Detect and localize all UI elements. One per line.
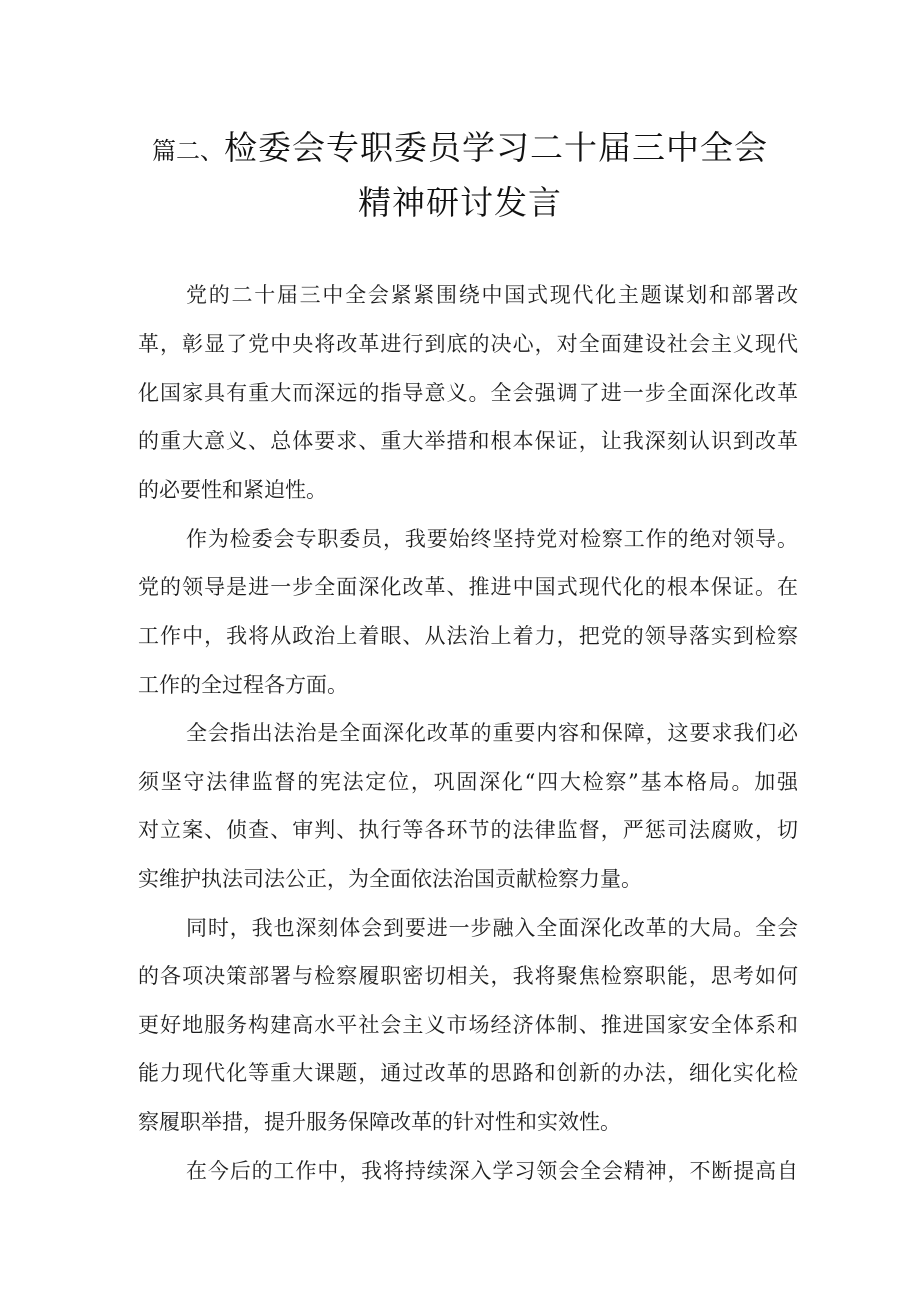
paragraph-line: 党的二十届三中全会紧紧围绕中国式现代化主题谋划和部署改 [186, 283, 798, 307]
paragraph-line: 对立案、侦查、审判、执行等各环节的法律监督，严惩司法腐败，切 [138, 818, 798, 842]
paragraph-line: 的各项决策部署与检察履职密切相关，我将聚焦检察职能，思考如何 [138, 964, 798, 988]
paragraph-line: 在今后的工作中，我将持续深入学习领会全会精神，不断提高自 [186, 1159, 798, 1183]
paragraph-line: 察履职举措，提升服务保障改革的针对性和实效性。 [138, 1110, 621, 1134]
paragraph-line: 须坚守法律监督的宪法定位，巩固深化“四大检察”基本格局。加强 [138, 770, 798, 794]
paragraph-line: 实维护执法司法公正，为全面依法治国贡献检察力量。 [138, 867, 642, 891]
paragraph-line: 工作中，我将从政治上着眼、从法治上着力，把党的领导落实到检察 [138, 624, 798, 648]
paragraph-line: 的必要性和紧迫性。 [138, 478, 327, 502]
paragraph-line: 党的领导是进一步全面深化改革、推进中国式现代化的根本保证。在 [138, 575, 798, 599]
paragraph-line: 作为检委会专职委员，我要始终坚持党对检察工作的绝对领导。 [186, 527, 798, 551]
paragraph-line: 化国家具有重大而深远的指导意义。全会强调了进一步全面深化改革 [138, 381, 798, 405]
paragraph-line: 革，彰显了党中央将改革进行到底的决心，对全面建设社会主义现代 [138, 332, 798, 356]
document-title-line-1 [0, 122, 920, 169]
paragraph-line: 更好地服务构建高水平社会主义市场经济体制、推进国家安全体系和 [138, 1013, 798, 1037]
paragraph-line: 的重大意义、总体要求、重大举措和根本保证，让我深刻认识到改革 [138, 429, 798, 453]
title-main: 检委会专职委员学习二十届三中全会 [224, 128, 768, 167]
document-title-line-2: 精神研讨发言 [358, 183, 562, 222]
paragraph-line: 工作的全过程各方面。 [138, 673, 348, 697]
paragraph-line: 能力现代化等重大课题，通过改革的思路和创新的办法，细化实化检 [138, 1061, 798, 1085]
paragraph-line: 全会指出法治是全面深化改革的重要内容和保障，这要求我们必 [186, 721, 798, 745]
paragraph-line: 同时，我也深刻体会到要进一步融入全面深化改革的大局。全会 [186, 916, 798, 940]
title-prefix: 篇二、 [152, 137, 224, 165]
